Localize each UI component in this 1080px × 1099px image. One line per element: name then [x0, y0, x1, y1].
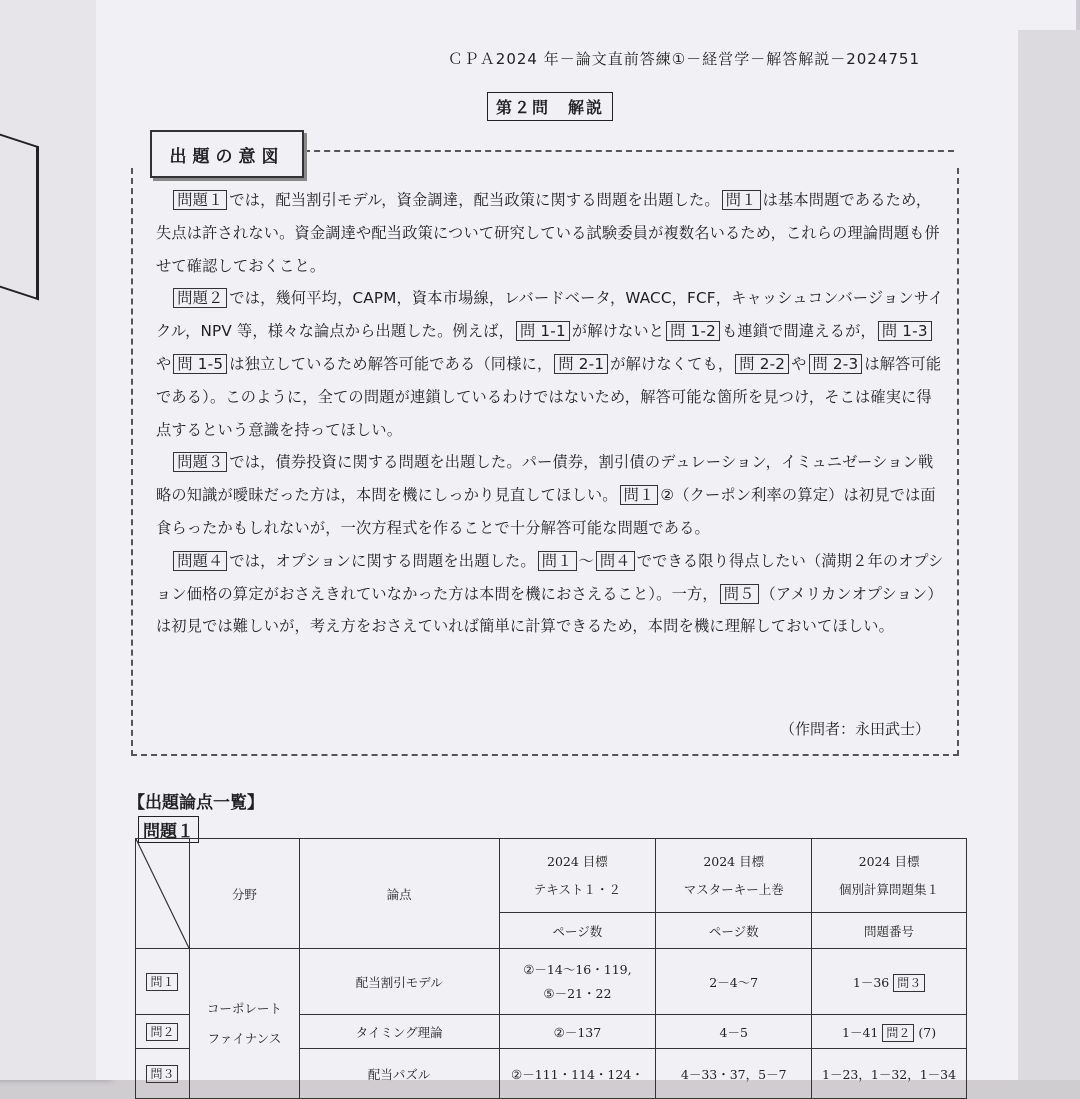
- underlying-page: [0, 0, 110, 1080]
- question-ref-box: 問 2-2: [735, 354, 789, 374]
- paragraph-text: は基本問題であるため，失点は許されない。資金調達や配当政策について研究している試験委員が複数名いるため，これらの理論問題も併せて確認しておくこと。: [156, 191, 940, 275]
- question-ref-box: 問 2-1: [554, 354, 608, 374]
- intent-paragraph-2: [156, 282, 946, 446]
- question-ref-box: 問１: [620, 485, 659, 505]
- row-question-cell: [136, 1015, 190, 1049]
- paragraph-text: ②（クーポン利率の算定）は初見では面食らったかもしれないが，一次方程式を作ることで十分解答可能な問題である。: [156, 486, 936, 537]
- question-ref-box: 問 2-3: [809, 354, 863, 374]
- intent-paragraph-3: [156, 446, 946, 544]
- header-text-col: 2024 目標 テキスト１・２: [499, 839, 656, 913]
- header-calc-col: 2024 目標 個別計算問題集１: [812, 839, 967, 913]
- row-text-pages: ②－137: [499, 1015, 656, 1049]
- question-ref-box: 問題４: [173, 551, 227, 571]
- topics-table: [135, 838, 967, 1099]
- diagonal-corner-cell: [136, 839, 190, 949]
- header-text-sub: ページ数: [499, 913, 656, 949]
- row-master-pages: 4－33・37，5－7: [656, 1049, 812, 1099]
- row-text-pages: ②－14～16・119, ⑤－21・22: [499, 949, 656, 1015]
- paragraph-text: が解けなくても，: [610, 354, 734, 373]
- paragraph-text: （アメリカンオプション）は初見では難しいが，考え方をおさえていれば簡単に計算できるため，本問を機に理解しておいてほしい。: [156, 584, 943, 636]
- question-ref-box: 問題３: [173, 452, 227, 472]
- table-header-row: [136, 839, 967, 913]
- row-calc-cell: [812, 1015, 967, 1049]
- diagonal-line: [136, 839, 189, 948]
- intent-box-top-border: [304, 150, 954, 152]
- header-master-col: 2024 目標 マスターキー上巻: [656, 839, 812, 913]
- question-ref-box: 問４: [596, 551, 635, 571]
- question-ref-box: 問題２: [173, 288, 227, 308]
- paragraph-text: は解答可能である）。このように，全ての問題が連鎖しているわけではないため，解答可能な箇所を見つけ，そこは確実に得点するという意識を持ってほしい。: [156, 354, 942, 439]
- question-ref-box: 問 1-1: [516, 321, 570, 341]
- row-calc-box: 問２: [882, 1024, 914, 1042]
- field-cell: コーポレート ファイナンス: [189, 949, 299, 1099]
- question-ref-box: 問１: [538, 551, 577, 571]
- paragraph-text: も連鎖で間違えるが，: [722, 322, 876, 341]
- row-question-cell: [136, 949, 190, 1015]
- header-master-sub: ページ数: [656, 913, 812, 949]
- paragraph-text: や: [791, 354, 807, 373]
- mondai-label: 問題１: [138, 816, 199, 843]
- row-text-pages: ②－111・114・124・: [499, 1049, 656, 1099]
- row-calc-box: 問３: [893, 974, 925, 992]
- row-topic: 配当割引モデル: [299, 949, 499, 1015]
- intent-paragraph-4: [156, 545, 946, 643]
- paragraph-text: では，配当割引モデル，資金調達，配当政策に関する問題を出題した。: [229, 191, 720, 209]
- question-ref-box: 問 1-3: [878, 321, 932, 341]
- question-ref-box: 問題１: [173, 190, 227, 210]
- question-title: 第２問 解説: [487, 92, 613, 121]
- row-calc-cell: [812, 949, 967, 1015]
- next-page-edge: [1018, 30, 1080, 1080]
- question-ref-box: 問５: [720, 584, 759, 604]
- table-row: [136, 949, 967, 1015]
- page-header: ＣＰＡ2024 年－論文直前答練①－経営学－解答解説－2024751: [447, 50, 920, 68]
- paragraph-text: や: [156, 354, 172, 373]
- row-calc: 1－41: [842, 1024, 879, 1040]
- row-calc: 1－23，1－32，1－34: [812, 1049, 967, 1099]
- row-question-cell: [136, 1049, 190, 1099]
- row-question: 問３: [146, 1065, 178, 1083]
- intent-label: 出題の意図: [150, 130, 304, 178]
- paragraph-text: では，オプションに関する問題を出題した。: [229, 551, 536, 570]
- header-topic: 論点: [299, 839, 499, 949]
- intent-body: [156, 184, 946, 643]
- chapter-tab: [0, 134, 39, 301]
- intent-paragraph-1: [156, 184, 946, 282]
- row-calc-extra: (7): [918, 1024, 937, 1040]
- question-ref-box: 問１: [722, 190, 761, 210]
- header-calc-sub: 問題番号: [812, 913, 967, 949]
- paragraph-text: は独立しているため解答可能である（同様に，: [229, 354, 553, 373]
- row-topic: タイミング理論: [299, 1015, 499, 1049]
- row-topic: 配当パズル: [299, 1049, 499, 1099]
- paragraph-text: では，債券投資に関する問題を出題した。パー債券，割引債のデュレーション，イミュニゼーション戦略の知識が曖昧だった方は，本問を機にしっかり見直してほしい。: [156, 453, 934, 505]
- topics-title: 【出題論点一覧】: [128, 793, 264, 813]
- paragraph-text: が解けないと: [571, 322, 665, 341]
- paragraph-text: ～: [578, 551, 594, 570]
- row-question: 問１: [146, 973, 178, 991]
- row-master-pages: 2－4～7: [656, 949, 812, 1015]
- header-field: 分野: [189, 839, 299, 949]
- paragraph-text: では，幾何平均，CAPM，資本市場線，レバードベータ，WACC，FCF，キャッシュコンバージョンサイクル，NPV 等，様々な論点から出題した。例えば，: [156, 289, 944, 341]
- row-calc: 1－36: [852, 974, 890, 990]
- question-ref-box: 問 1-5: [173, 354, 227, 374]
- question-ref-box: 問 1-2: [666, 321, 720, 341]
- author-credit: （作問者：永田武士）: [779, 720, 930, 738]
- paragraph-text: でできる限り得点したい（満期２年のオプション価格の算定がおさえきれていなかった方は本問を機におさえること）。一方，: [156, 551, 944, 603]
- row-master-pages: 4－5: [656, 1015, 812, 1049]
- row-question: 問２: [146, 1023, 178, 1041]
